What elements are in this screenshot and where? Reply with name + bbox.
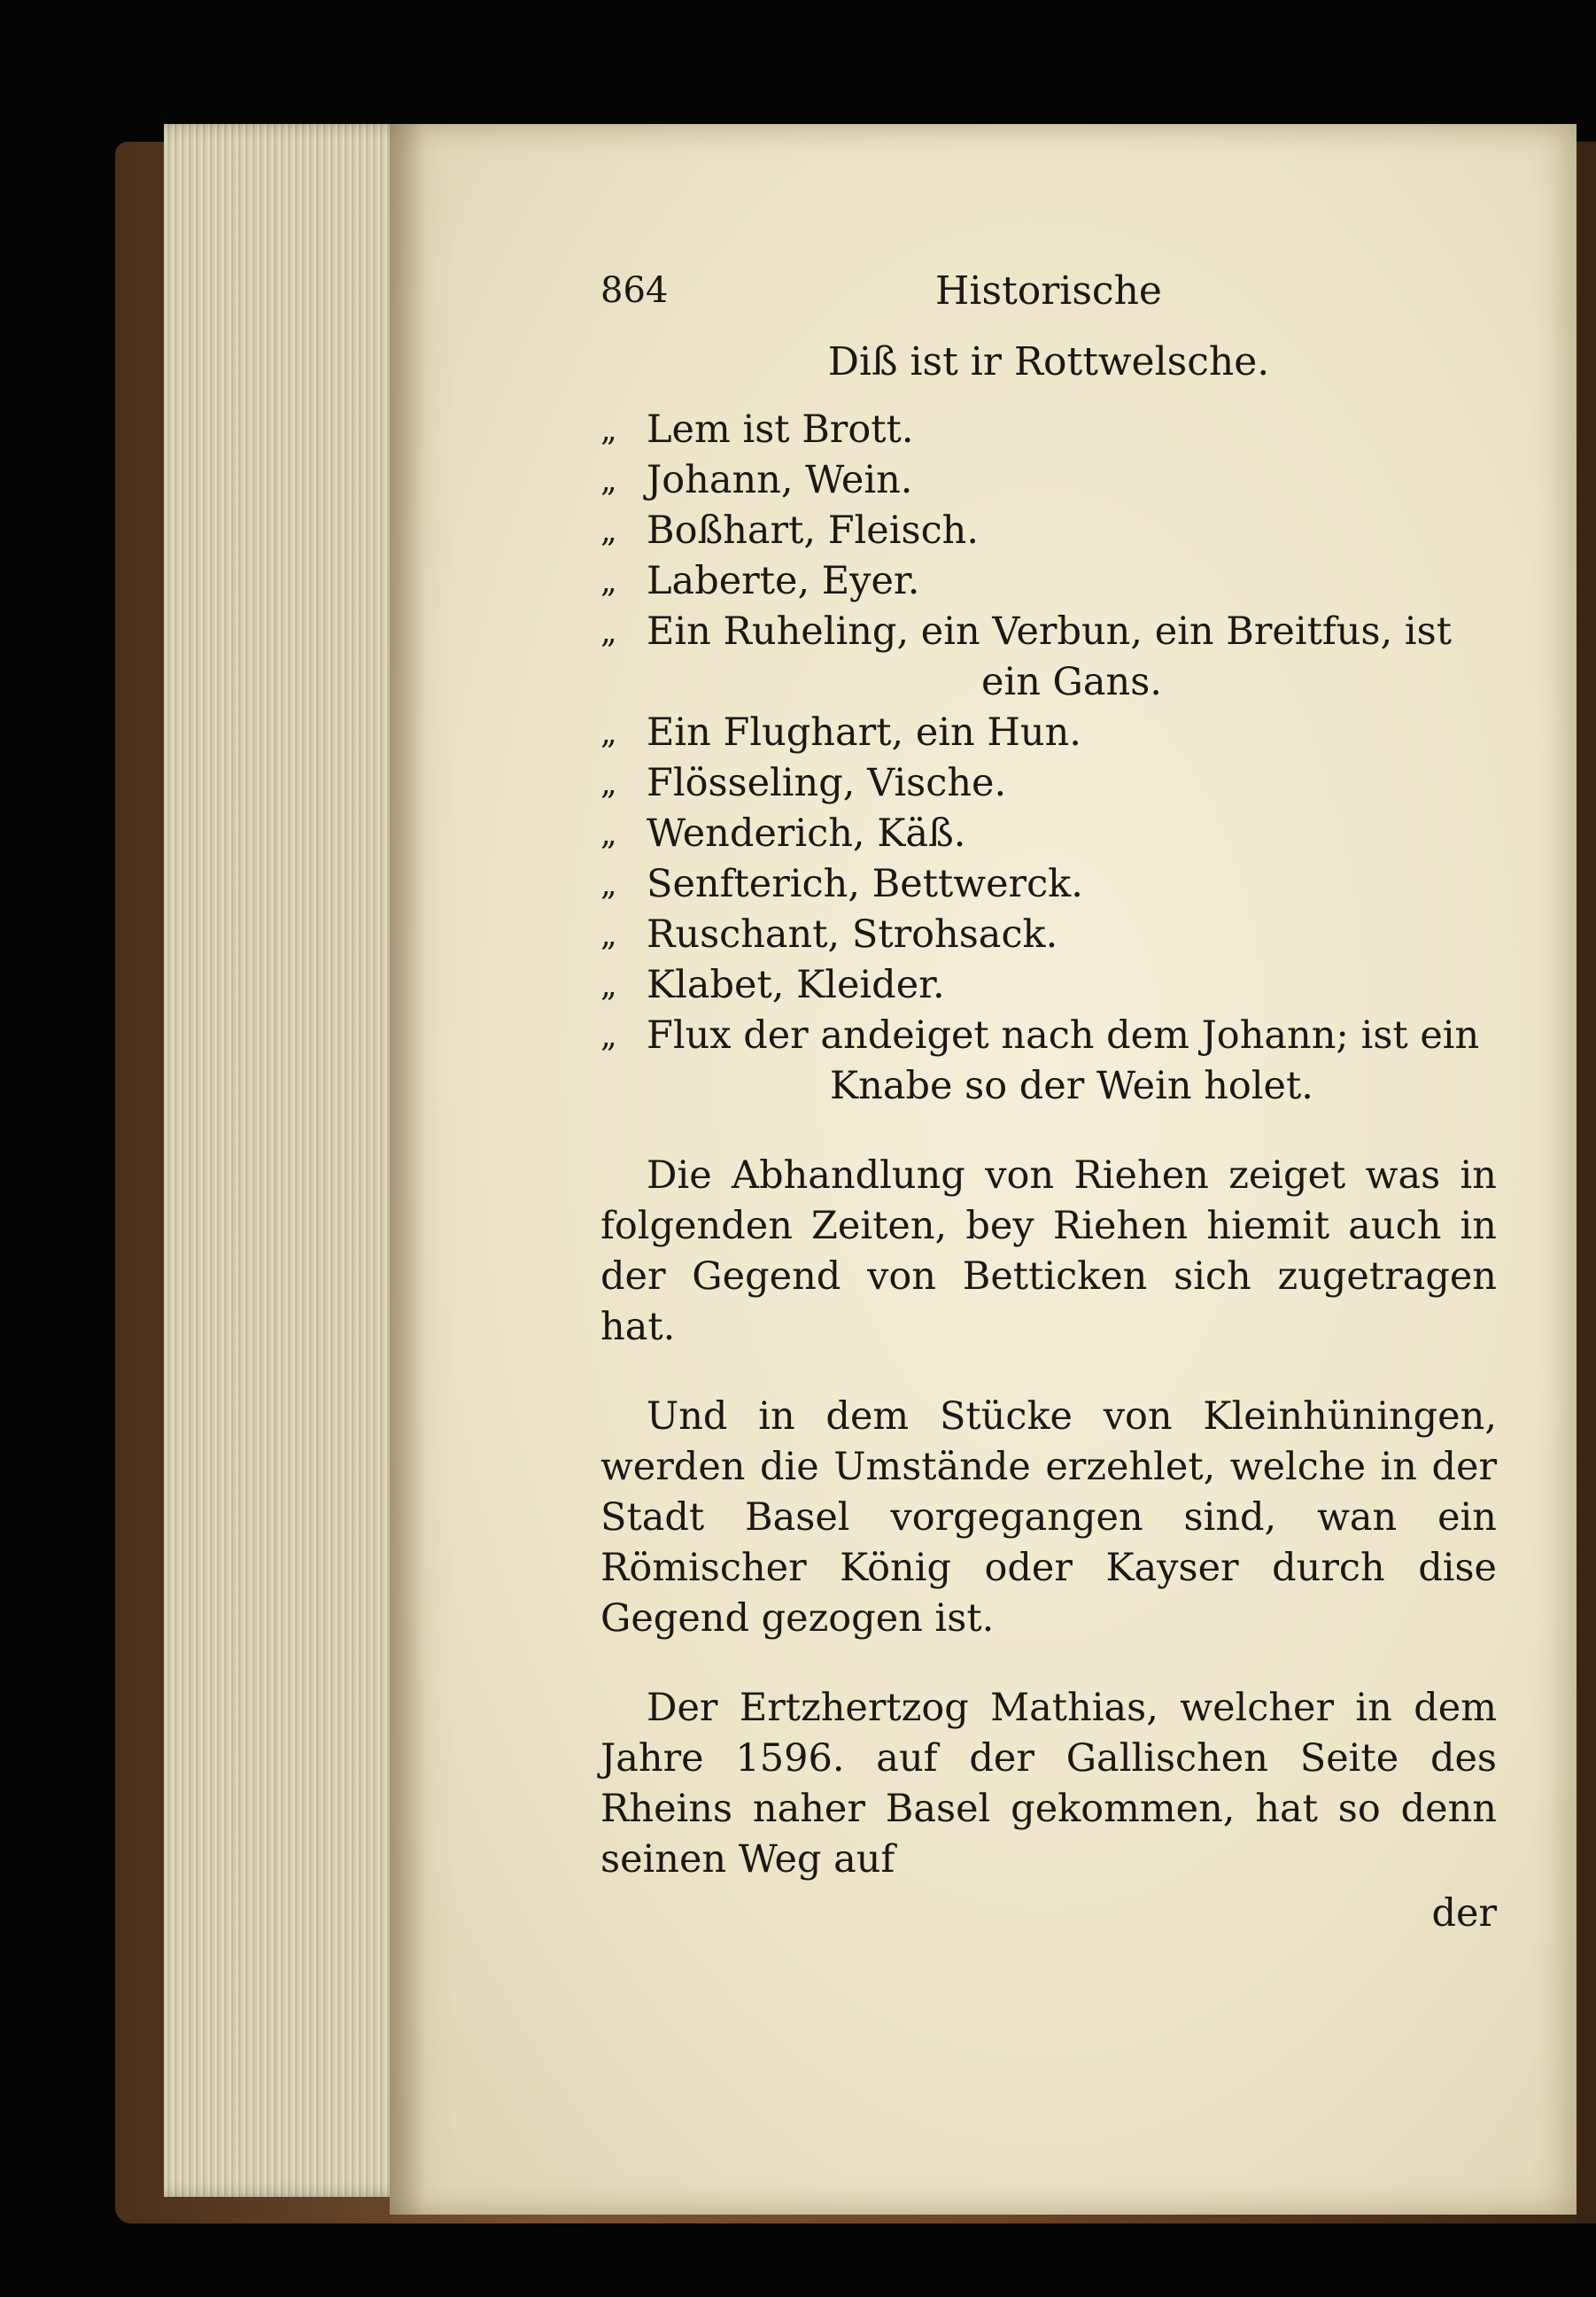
glossary-text: Ruschant, Strohsack.	[647, 912, 1058, 957]
glossary-text: Boßhart, Fleisch.	[647, 508, 980, 553]
glossary-text: Johann, Wein.	[647, 458, 913, 502]
glossary-entry	[600, 910, 1497, 960]
glossary-entry	[600, 556, 1497, 607]
glossary-text: Senfterich, Bettwerck.	[647, 862, 1083, 906]
glossary-entry	[600, 708, 1497, 758]
glossary-entry	[600, 506, 1497, 556]
quote-mark: „	[600, 563, 617, 600]
glossary-text: Flösseling, Vische.	[647, 761, 1007, 805]
glossary-text: Wenderich, Käß.	[647, 811, 966, 856]
glossary-text: Ein Ruheling, ein Verbun, ein Breitfus, ist	[647, 609, 1453, 654]
running-head: Historische	[935, 268, 1162, 314]
quote-mark: „	[600, 1018, 617, 1054]
quote-mark: „	[600, 614, 617, 650]
glossary-text: Flux der andeiget nach dem Johann; ist ein	[647, 1013, 1480, 1058]
glossary-entry	[600, 455, 1497, 506]
glossary-text: Laberte, Eyer.	[647, 559, 920, 603]
page-header	[600, 266, 1497, 337]
glossary-entry	[600, 960, 1497, 1011]
glossary-text: Klabet, Kleider.	[647, 963, 945, 1007]
glossary-text: Ein Flughart, ein Hun.	[647, 710, 1081, 755]
glossary-continuation: Knabe so der Wein holet.	[830, 1064, 1313, 1108]
quote-mark: „	[600, 967, 617, 1004]
gutter-shadow	[390, 124, 425, 2215]
glossary-entry	[600, 607, 1497, 708]
glossary-continuation: ein Gans.	[981, 660, 1162, 704]
glossary-entry	[600, 1011, 1497, 1112]
paragraph-riehen: Die Abhandlung von Riehen zeiget was in folgenden Zeiten, bey Riehen hiemit auch in der Gegend von Betticken sich zugetragen hat.	[600, 1153, 1497, 1349]
quote-mark: „	[600, 715, 617, 751]
quote-mark: „	[600, 412, 617, 448]
paragraph-kleinhueningen: Und in dem Stücke von Kleinhüningen, werden die Umstände erzehlet, welche in der Stadt Basel vorgegangen sind, wan ein Römischer König oder Kayser durch dise Gegend gezogen ist.	[600, 1394, 1497, 1641]
glossary-text: Lem ist Brott.	[647, 407, 914, 452]
page-number: 864	[600, 270, 669, 311]
quote-mark: „	[600, 917, 617, 953]
quote-mark: „	[600, 816, 617, 852]
paragraph-mathias: Der Ertzhertzog Mathias, welcher in dem Jahre 1596. auf der Gallischen Seite des Rheins naher Basel gekommen, hat so denn seinen Weg auf	[600, 1686, 1497, 1882]
glossary-entry	[600, 809, 1497, 859]
quote-mark: „	[600, 513, 617, 549]
quote-mark: „	[600, 765, 617, 802]
quote-mark: „	[600, 462, 617, 499]
page-text	[600, 266, 1497, 1939]
glossary-list	[600, 405, 1497, 1112]
glossary-entry	[600, 405, 1497, 455]
glossary-entry	[600, 859, 1497, 910]
quote-mark: „	[600, 866, 617, 903]
section-title: Diß ist ir Rottwelsche.	[827, 339, 1270, 384]
catchword: der	[1431, 1891, 1497, 1936]
glossary-entry	[600, 758, 1497, 809]
